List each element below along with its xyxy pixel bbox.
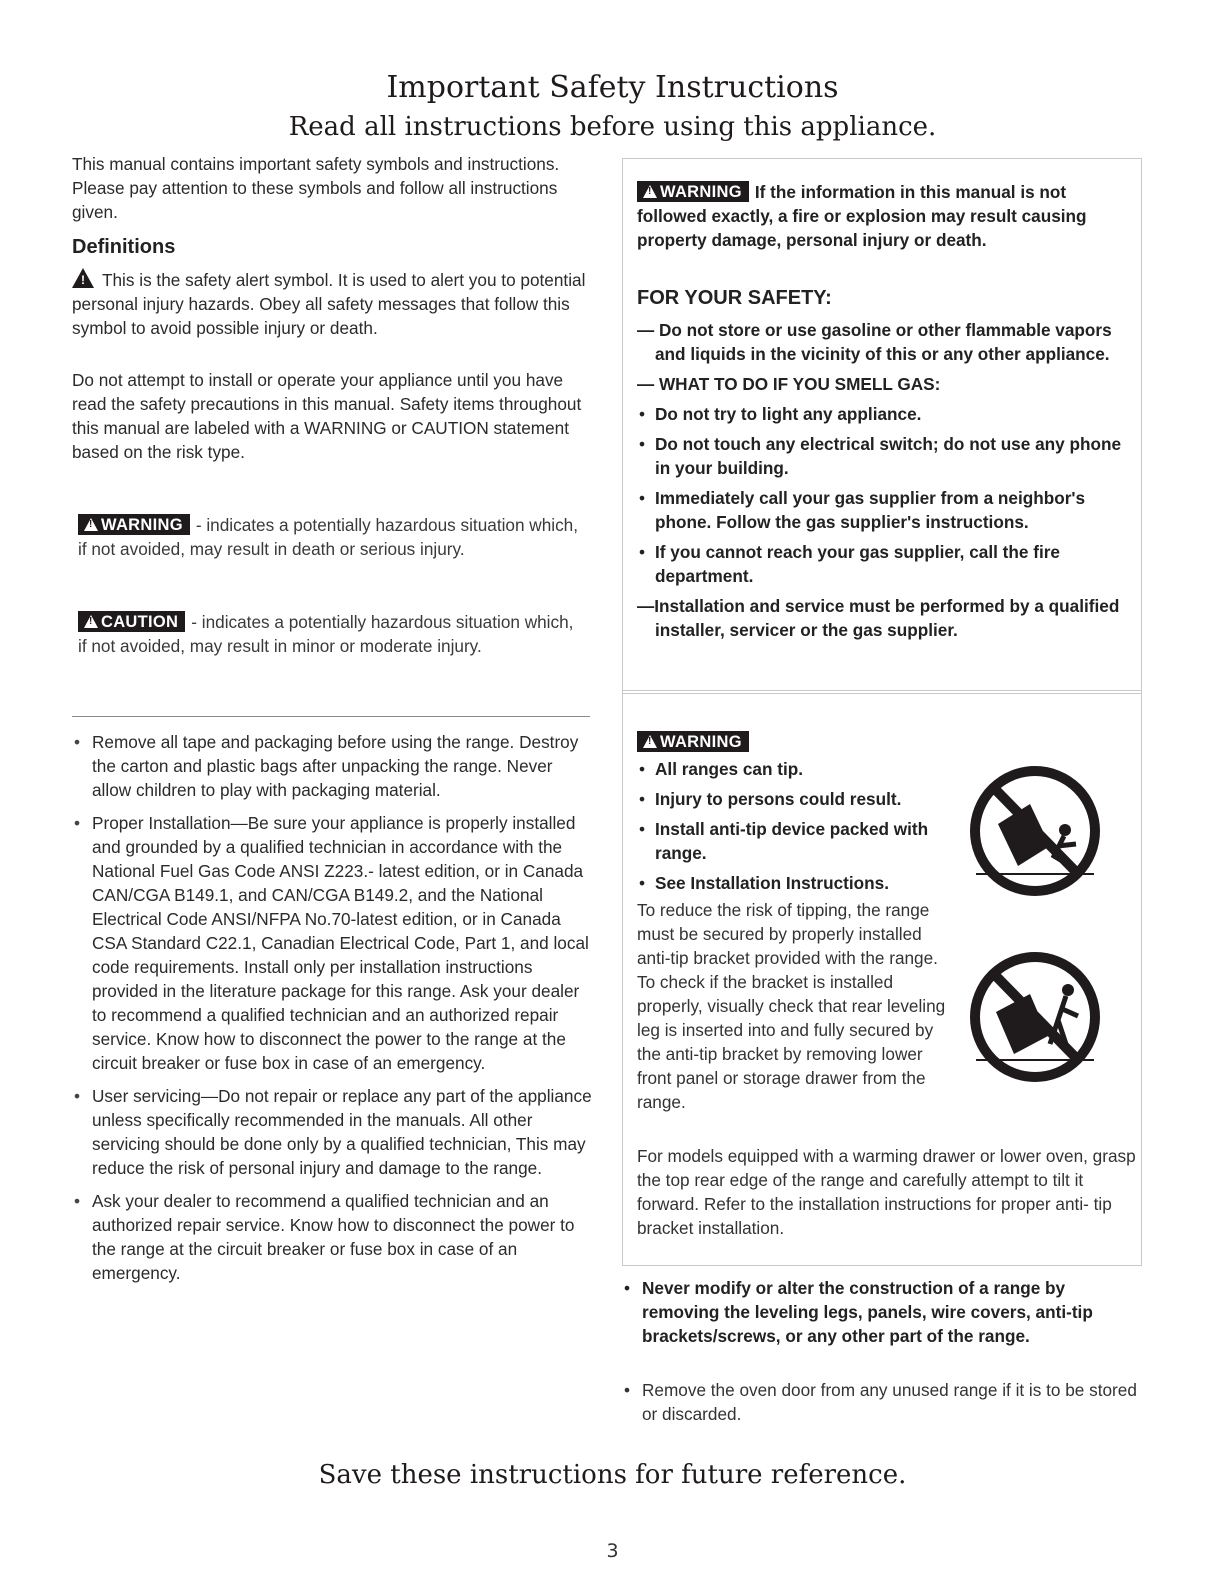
list-item: • Do not try to light any appliance. — [637, 402, 1132, 426]
list-item: • If you cannot reach your gas supplier, call the fire department. — [637, 540, 1132, 588]
alert-triangle-icon — [84, 518, 98, 531]
intro-text: This manual contains important safety symbols and instructions. Please pay attention to these symbols and follow all instructions given. — [72, 154, 560, 222]
definitions-heading: Definitions — [72, 236, 176, 258]
child-climbing-range-icon — [968, 950, 1102, 1084]
list-item: • Ask your dealer to recommend a qualified technician and an authorized repair service. Know how to disconnect the power to the range at the circuit breaker or fuse box in case of an emergency. — [72, 1189, 592, 1285]
fire-explosion-warning-text: If the information in this manual is not followed exactly, a fire or explosion may result causing property damage, personal injury or death. — [637, 182, 1087, 250]
save-instructions-text: Save these instructions for future reference. — [318, 1460, 907, 1490]
alert-triangle-icon — [84, 615, 98, 628]
list-item: • Do not touch any electrical switch; do not use any phone in your building. — [637, 432, 1132, 480]
list-item: • Install anti-tip device packed with range. — [637, 817, 957, 865]
list-item: • Immediately call your gas supplier from a neighbor's phone. Follow the gas supplier's instructions. — [637, 486, 1132, 534]
for-your-safety-heading: FOR YOUR SAFETY: — [637, 287, 832, 309]
alert-triangle-icon — [643, 185, 657, 198]
page-subtitle: Read all instructions before using this appliance. — [288, 112, 937, 142]
general-safety-list — [72, 730, 592, 1294]
list-item: • Proper Installation—Be sure your appliance is properly installed and grounded by a qualified technician in accordance with the National Fuel Gas Code ANSI Z223.- latest edition, or in Canada CAN/CGA B149.1, and CAN/CGA B149.2, and the National Electrical Code ANSI/NFPA No.70-latest edition, or in Canada CSA Standard C22.1, Canadian Electrical Code, Part 1, and local code requirements. Install only per installation instructions provided in the literature package for this range. Ask your dealer to recommend a qualified technician and an authorized repair service. Know how to disconnect the power to the range at the circuit breaker or fuse box in case of an emergency. — [72, 811, 592, 1075]
alert-symbol-paragraph — [72, 268, 592, 340]
caution-definition-text: - indicates a potentially hazardous situation which, if not avoided, may result in minor or moderate injury. — [78, 612, 574, 656]
store-gasoline-item: — Do not store or use gasoline or other flammable vapors and liquids in the vicinity of this or any other appliance. — [637, 320, 1112, 364]
gas-safety-list — [637, 318, 1132, 648]
installation-item: —Installation and service must be performed by a qualified installer, servicer or the gas supplier. — [637, 596, 1120, 640]
safety-alert-icon — [72, 268, 94, 288]
warning-badge: !WARNING — [637, 731, 749, 752]
tip-warning-label — [637, 731, 755, 753]
list-item: • All ranges can tip. — [637, 757, 957, 781]
page-number: 3 — [606, 1540, 619, 1562]
list-item: • See Installation Instructions. — [637, 871, 957, 895]
alert-triangle-icon — [643, 735, 657, 748]
warning-definition-text: - indicates a potentially hazardous situation which, if not avoided, may result in death or serious injury. — [78, 515, 579, 559]
caution-definition — [78, 610, 583, 658]
page-title: Important Safety Instructions — [386, 70, 839, 105]
list-item: • Injury to persons could result. — [637, 787, 957, 811]
fire-explosion-warning — [637, 180, 1132, 252]
warming-drawer-text: For models equipped with a warming drawer or lower oven, grasp the top rear edge of the range and carefully attempt to tilt it forward. Refer to the installation instructions for proper anti- tip bracket installation. — [637, 1146, 1136, 1238]
section-divider — [72, 716, 590, 717]
caution-badge: !CAUTION — [78, 611, 185, 632]
alert-symbol-text: This is the safety alert symbol. It is used to alert you to potential personal injury hazards. Obey all safety messages that follow this symbol to avoid possible injury or death. — [72, 270, 586, 338]
never-modify-item: • Never modify or alter the construction of a range by removing the leveling legs, panels, wire covers, anti-tip brackets/screws, or any other part of the range. — [622, 1276, 1137, 1348]
range-tip-over-icon — [968, 764, 1102, 898]
notice-text: Do not attempt to install or operate your appliance until you have read the safety precautions in this manual. Safety items throughout this manual are labeled with a WARNING or CAUTION statement based on the risk type. — [72, 370, 582, 462]
remove-door-item: • Remove the oven door from any unused range if it is to be stored or discarded. — [622, 1378, 1137, 1426]
warning-definition — [78, 513, 583, 561]
list-item: • Remove all tape and packaging before using the range. Destroy the carton and plastic bags after unpacking the range. Never allow children to play with packaging material. — [72, 730, 592, 802]
tip-warning-list — [637, 757, 957, 901]
warning-badge: !WARNING — [637, 181, 749, 202]
tip-check-text: To reduce the risk of tipping, the range must be secured by properly installed anti-tip bracket provided with the range. To check if the bracket is installed properly, visually check that rear leveling leg is inserted into and fully secured by the anti-tip bracket by removing lower front panel or storage drawer from the range. — [637, 900, 946, 1112]
smell-gas-heading: — WHAT TO DO IF YOU SMELL GAS: — [637, 374, 941, 394]
list-item: • User servicing—Do not repair or replace any part of the appliance unless specifically recommended in the manuals. All other servicing should be done only by a qualified technician, This may reduce the risk of personal injury and damage to the range. — [72, 1084, 592, 1180]
warning-badge: !WARNING — [78, 514, 190, 535]
